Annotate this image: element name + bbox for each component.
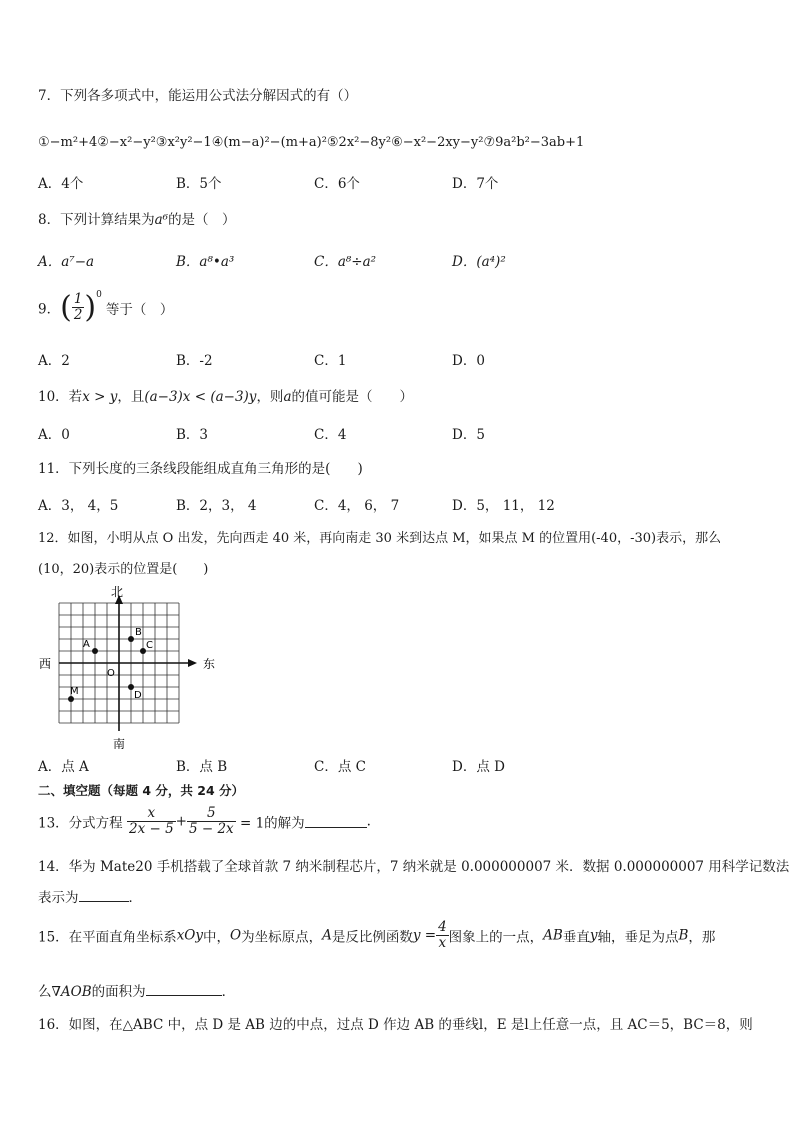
q7-option-b[interactable]: B．5个	[176, 176, 222, 192]
q10-stem: 10．若x > y，且(a−3)x < (a−3)y，则a的值可能是（ ）	[38, 389, 413, 405]
point-label-d: D	[134, 690, 142, 701]
q12-option-a[interactable]: A．点 A	[38, 759, 89, 775]
q10-option-d[interactable]: D．5	[452, 427, 485, 443]
point-a	[92, 648, 98, 654]
label-west: 西	[39, 657, 52, 671]
q12-option-d[interactable]: D．点 D	[452, 759, 505, 775]
q7-option-a[interactable]: A．4个	[38, 176, 84, 192]
q16-line1: 16．如图，在△ABC 中，点 D 是 AB 边的中点，过点 D 作边 AB 的垂线l，E 是l上任意一点，且 AC＝5，BC＝8，则	[38, 1017, 753, 1033]
q9-options	[38, 349, 758, 367]
q14-line1: 14．华为 Mate20 手机搭载了全球首款 7 纳米制程芯片，7 纳米就是 0.000000007 米．数据 0.000000007 用科学记数法	[38, 859, 790, 875]
point-label-a: A	[83, 639, 90, 650]
q8-option-a[interactable]: A．a⁷−a	[38, 254, 95, 270]
q10-option-a[interactable]: A．0	[38, 427, 70, 443]
point-label-c: C	[146, 640, 153, 651]
q15-answer-blank[interactable]	[146, 983, 222, 996]
q15-line2: 么∇AOB的面积为 ．	[38, 984, 236, 1000]
label-east: 东	[203, 657, 216, 671]
q15-line1: 15．在平面直角坐标系xOy中，O为坐标原点，A是反比例函数y = $\frac{4}{x}$ 图象上的一点，AB垂直y轴，垂足为点B，那	[38, 919, 716, 951]
q7-option-c[interactable]: C．6个	[314, 176, 360, 192]
q12-figure	[35, 585, 216, 751]
q7-option-d[interactable]: D．7个	[452, 176, 499, 192]
q10-option-b[interactable]: B．3	[176, 427, 209, 443]
q8-option-d[interactable]: D．(a⁴)²	[452, 254, 506, 270]
q8-option-b[interactable]: B．a⁸•a³	[176, 254, 235, 270]
q7-expressions: ①−m²+4②−x²−y²③x²y²−1④(m−a)²−(m+a)²⑤2x²−8y²⑥−x²−2xy−y²⑦9a²b²−3ab+1	[38, 135, 585, 150]
q10-options	[38, 423, 758, 441]
q8-options	[38, 250, 758, 268]
point-label-b: B	[135, 627, 142, 638]
east-arrow-icon	[188, 659, 197, 667]
section-2-heading: 二、填空题（每题 4 分，共 24 分）	[38, 783, 245, 798]
q8-stem: 8．下列计算结果为a⁶的是（ ）	[38, 212, 236, 228]
q11-option-a[interactable]: A．3， 4，5	[38, 498, 119, 514]
q12-stem-line2: (10，20)表示的位置是( )	[38, 562, 209, 577]
q13-stem: 13．分式方程 $\frac{x}{2x - 5}$ + $\frac{5}{5 - 2x}$ = 1的解为 .	[38, 805, 371, 837]
q14-answer-blank[interactable]	[79, 889, 129, 902]
q9-fraction: $\frac{1}{2}$	[73, 291, 83, 323]
q7-options	[38, 172, 758, 190]
q11-option-b[interactable]: B．2，3， 4	[176, 498, 257, 514]
q12-options	[38, 755, 758, 773]
q12-stem-line1: 12．如图，小明从点 O 出发，先向西走 40 米，再向南走 30 米到达点 M，如果点 M 的位置用(-40，-30)表示，那么	[38, 531, 722, 546]
q11-options	[38, 494, 758, 512]
q8-option-c[interactable]: C．a⁸÷a²	[314, 254, 377, 270]
q9-stem: 9．( $\frac{1}{2}$ )$^0$等于（ ）	[38, 290, 174, 325]
coordinate-grid	[35, 585, 216, 751]
q14-line2: 表示为 ．	[38, 890, 142, 906]
q12-option-b[interactable]: B．点 B	[176, 759, 228, 775]
q13-fraction-1: $\frac{x}{2x - 5}$	[128, 805, 174, 837]
q9-option-a[interactable]: A．2	[38, 353, 70, 369]
point-label-m: M	[70, 686, 79, 697]
q10-option-c[interactable]: C．4	[314, 427, 347, 443]
label-north: 北	[111, 585, 124, 599]
q11-option-c[interactable]: C．4， 6， 7	[314, 498, 400, 514]
label-origin: O	[107, 668, 115, 679]
label-south: 南	[113, 737, 126, 751]
q11-option-d[interactable]: D．5， 11， 12	[452, 498, 555, 514]
q9-option-d[interactable]: D．0	[452, 353, 485, 369]
q13-answer-blank[interactable]	[305, 815, 367, 828]
point-b	[128, 636, 134, 642]
q7-stem: 7．下列各多项式中，能运用公式法分解因式的有（）	[38, 88, 358, 104]
q15-fraction: $\frac{4}{x}$	[438, 919, 447, 951]
q12-option-c[interactable]: C．点 C	[314, 759, 366, 775]
q11-stem: 11．下列长度的三条线段能组成直角三角形的是( )	[38, 461, 363, 477]
q13-fraction-2: $\frac{5}{5 - 2x}$	[188, 805, 234, 837]
q9-option-b[interactable]: B．-2	[176, 353, 213, 369]
q9-option-c[interactable]: C．1	[314, 353, 347, 369]
